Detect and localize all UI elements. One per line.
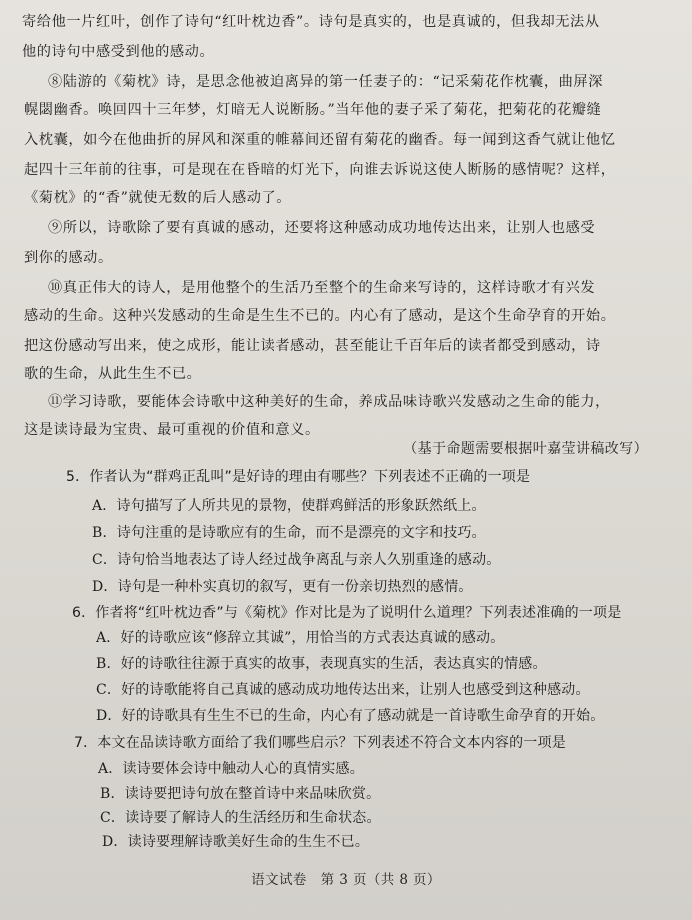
- passage-line: ⑪学习诗歌，要能体会诗歌中这种美好的生命，养成品味诗歌兴发感动之生命的能力，: [48, 394, 610, 410]
- passage-line: 幌閟幽香。唤回四十三年梦，灯暗无人说断肠。”当年他的妻子采了菊花，把菊花的花瓣缝: [24, 102, 602, 118]
- page-footer: 语文试卷 第 3 页（共 8 页）: [251, 872, 441, 888]
- passage-line: ⑨所以，诗歌除了要有真诚的感动，还要将这种感动成功地传达出来，让别人也感受: [48, 220, 596, 236]
- passage-line: 这是读诗最为宝贵、最可重视的价值和意义。: [24, 422, 320, 438]
- passage-line: 他的诗句中感受到他的感动。: [22, 44, 215, 60]
- question-5-option-a: A．诗句描写了人所共见的景物，使群鸡鲜活的形象跃然纸上。: [92, 498, 486, 514]
- question-6-option-c: C．好的诗歌能将自己真诚的感动成功地传达出来，让别人也感受到这种感动。: [96, 682, 590, 698]
- passage-line: 起四十三年前的往事，可是现在在昏暗的灯光下，向谁去诉说这使人断肠的感情呢？这样，: [24, 162, 616, 178]
- question-5-stem: 5．作者认为“群鸡正乱叫”是好诗的理由有哪些？下列表述不正确的一项是: [66, 469, 531, 485]
- question-6-option-b: B．好的诗歌往往源于真实的故事，表现真实的生活，表达真实的情感。: [96, 656, 547, 672]
- question-6-stem: 6．作者将“红叶枕边香”与《菊枕》作对比是为了说明什么道理？下列表述准确的一项是: [72, 605, 622, 621]
- question-7-option-a: A．读诗要体会诗中触动人心的真情实感。: [98, 761, 364, 777]
- passage-line: 歌的生命，从此生生不已。: [24, 366, 202, 382]
- passage-line: 感动的生命。这种兴发感动的生命是生生不已的。内心有了感动，是这个生命孕育的开始。: [24, 308, 616, 324]
- passage-line: 把这份感动写出来，使之成形，能让读者感动，甚至能让千百年后的读者都受到感动，诗: [24, 338, 601, 354]
- question-7-stem: 7．本文在品读诗歌方面给了我们哪些启示？下列表述不符合文本内容的一项是: [74, 735, 566, 751]
- question-7-option-c: C．读诗要了解诗人的生活经历和生命状态。: [100, 810, 381, 826]
- passage-line: ⑧陆游的《菊枕》诗，是思念他被迫离异的第一任妻子的：“记采菊花作枕囊，曲屏深: [48, 74, 603, 90]
- question-5-option-d: D．诗句是一种朴实真切的叙写，更有一份亲切热烈的感情。: [92, 579, 473, 595]
- passage-line: 到你的感动。: [24, 250, 113, 266]
- passage-source-note: （基于命题需要根据叶嘉莹讲稿改写）: [403, 441, 648, 457]
- question-7-option-b: B．读诗要把诗句放在整首诗中来品味欣赏。: [100, 786, 381, 802]
- question-6-option-d: D．好的诗歌具有生生不已的生命，内心有了感动就是一首诗歌生命孕育的开始。: [96, 708, 605, 724]
- question-5-option-c: C．诗句恰当地表达了诗人经过战争离乱与亲人久别重逢的感动。: [92, 552, 501, 568]
- question-5-option-b: B．诗句注重的是诗歌应有的生命，而不是漂亮的文字和技巧。: [92, 525, 486, 541]
- passage-line: 《菊枕》的“香”就使无数的后人感动了。: [24, 190, 292, 206]
- passage-line: 入枕囊，如今在他曲折的屏风和深重的帷幕间还留有菊花的幽香。每一闻到这香气就让他忆: [24, 132, 616, 148]
- question-6-option-a: A．好的诗歌应该“修辞立其诚”，用恰当的方式表达真诚的感动。: [96, 630, 505, 646]
- passage-line: 寄给他一片红叶，创作了诗句“红叶枕边香”。诗句是真实的，也是真诚的，但我却无法从: [22, 14, 600, 30]
- question-7-option-d: D．读诗要理解诗歌美好生命的生生不已。: [102, 834, 370, 850]
- passage-line: ⑩真正伟大的诗人，是用他整个的生活乃至整个的生命来写诗的，这样诗歌才有兴发: [48, 280, 596, 296]
